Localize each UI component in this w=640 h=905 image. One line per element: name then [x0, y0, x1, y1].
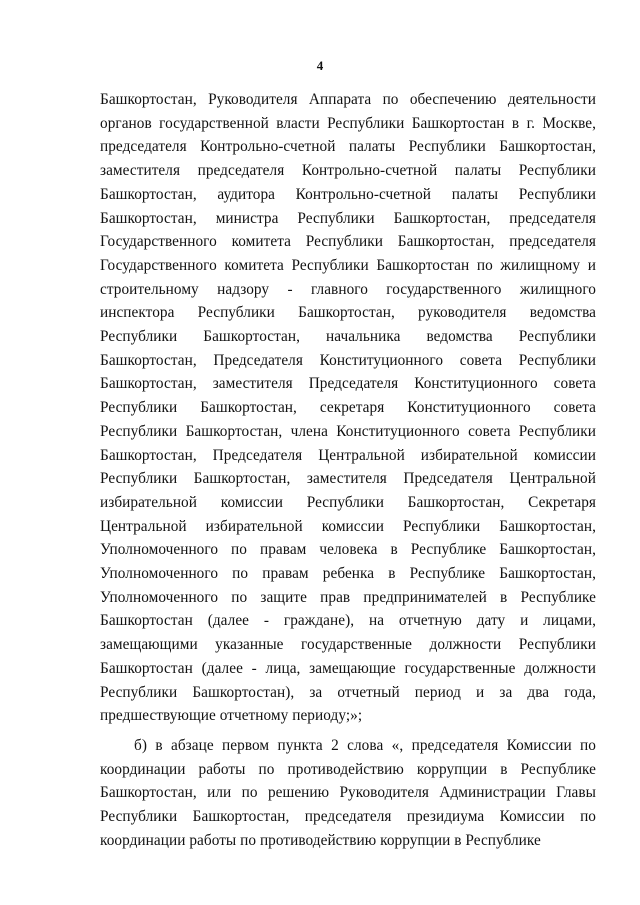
- paragraph-subitem-b: б) в абзаце первом пункта 2 слова «, председателя Комиссии по координации работы по противодействию коррупции в Республике Башкортостан, или по решению Руководителя Администрации Главы Республики Башкортостан, председателя президиума Комиссии по координации работы по противодействию коррупции в Республике: [100, 736, 596, 849]
- document-body: [100, 88, 596, 853]
- paragraph-continuation: Башкортостан, Руководителя Аппарата по обеспечению деятельности органов государственной власти Республики Башкортостан в г. Москве, председателя Контрольно-счетной палаты Республики Башкортостан, заместителя председателя Контрольно-счетной палаты Республики Башкортостан, аудитора Контрольно-счетной палаты Республики Башкортостан, министра Республики Башкортостан, председателя Государственного комитета Республики Башкортостан, председателя Государственного комитета Республики Башкортостан по жилищному и строительному надзору - главного государственного жилищного инспектора Республики Башкортостан, руководителя ведомства Республики Башкортостан, начальника ведомства Республики Башкортостан, Председателя Конституционного совета Республики Башкортостан, заместителя Председателя Конституционного совета Республики Башкортостан, секретаря Конституционного совета Республики Башкортостан, члена Конституционного совета Республики Башкортостан, Председателя Центральной избирательной комиссии Республики Башкортостан, заместителя Председателя Центральной избирательной комиссии Республики Башкортостан, Секретаря Центральной избирательной комиссии Республики Башкортостан, Уполномоченного по правам человека в Республике Башкортостан, Уполномоченного по правам ребенка в Республике Башкортостан, Уполномоченного по защите прав предпринимателей в Республике Башкортостан (далее - граждане), на отчетную дату и лицами, замещающими указанные государственные должности Республики Башкортостан (далее - лица, замещающие государственные должности Республики Башкортостан), за отчетный период и за два года, предшествующие отчетному периоду;»;: [100, 91, 596, 725]
- page-number: 4: [316, 58, 324, 73]
